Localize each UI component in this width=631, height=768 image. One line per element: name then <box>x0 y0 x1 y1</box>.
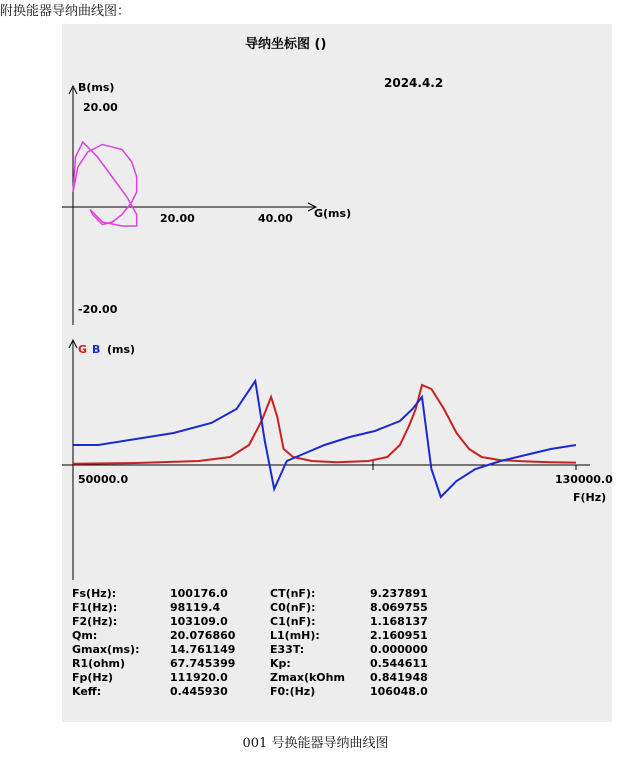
admittance-y-tick-20: 20.00 <box>83 101 118 114</box>
sweep-x-tick-right: 130000.0 <box>555 473 613 486</box>
param-label: R1(ohm) <box>72 657 126 670</box>
conductance-series <box>73 385 576 464</box>
param-label: E33T: <box>270 643 305 656</box>
param-label: Zmax(kOhm <box>270 671 345 684</box>
legend-g: G <box>78 343 88 356</box>
param-value: 103109.0 <box>170 615 228 628</box>
param-value: 0.544611 <box>370 657 428 670</box>
param-value: 0.841948 <box>370 671 428 684</box>
admittance-x-tick-40: 40.00 <box>258 212 293 225</box>
admittance-circle-series <box>73 142 137 226</box>
param-value: 67.745399 <box>170 657 236 670</box>
param-label: Gmax(ms): <box>72 643 140 656</box>
param-value: 100176.0 <box>170 587 228 600</box>
param-value: 106048.0 <box>370 685 428 698</box>
param-label: CT(nF): <box>270 587 316 600</box>
param-label: Qm: <box>72 629 98 642</box>
param-value: 1.168137 <box>370 615 428 628</box>
param-value: 111920.0 <box>170 671 228 684</box>
param-label: Kp: <box>270 657 291 670</box>
admittance-y-axis-label: B(ms) <box>78 81 115 94</box>
param-label: Fs(Hz): <box>72 587 117 600</box>
param-value: 0.445930 <box>170 685 228 698</box>
param-value: 2.160951 <box>370 629 428 642</box>
param-value: 14.761149 <box>170 643 236 656</box>
param-value: 0.000000 <box>370 643 428 656</box>
param-value: 8.069755 <box>370 601 428 614</box>
sweep-x-tick-left: 50000.0 <box>78 473 129 486</box>
param-label: F1(Hz): <box>72 601 118 614</box>
param-label: Keff: <box>72 685 102 698</box>
parameter-table <box>72 587 460 699</box>
param-value: 20.076860 <box>170 629 236 642</box>
param-value: 9.237891 <box>370 587 428 600</box>
param-label: F2(Hz): <box>72 615 118 628</box>
param-label: C1(nF): <box>270 615 316 628</box>
figure-caption: 001 号换能器导纳曲线图 <box>242 736 389 751</box>
measurement-date: 2024.4.2 <box>384 76 444 90</box>
param-label: C0(nF): <box>270 601 316 614</box>
document-heading: 附换能器导纳曲线图： <box>0 4 131 19</box>
admittance-x-tick-20: 20.00 <box>160 212 195 225</box>
sweep-x-axis-label: F(Hz) <box>573 491 607 504</box>
admittance-x-axis-label: G(ms) <box>314 207 352 220</box>
param-label: Fp(Hz) <box>72 671 114 684</box>
admittance-y-tick-neg20: -20.00 <box>78 303 118 316</box>
susceptance-series <box>73 381 576 497</box>
param-label: F0:(Hz) <box>270 685 316 698</box>
param-value: 98119.4 <box>170 601 221 614</box>
legend-unit: (ms) <box>107 343 136 356</box>
legend-b: B <box>92 343 101 356</box>
param-label: L1(mH): <box>270 629 320 642</box>
admittance-chart-title: 导纳坐标图 () <box>245 37 327 52</box>
